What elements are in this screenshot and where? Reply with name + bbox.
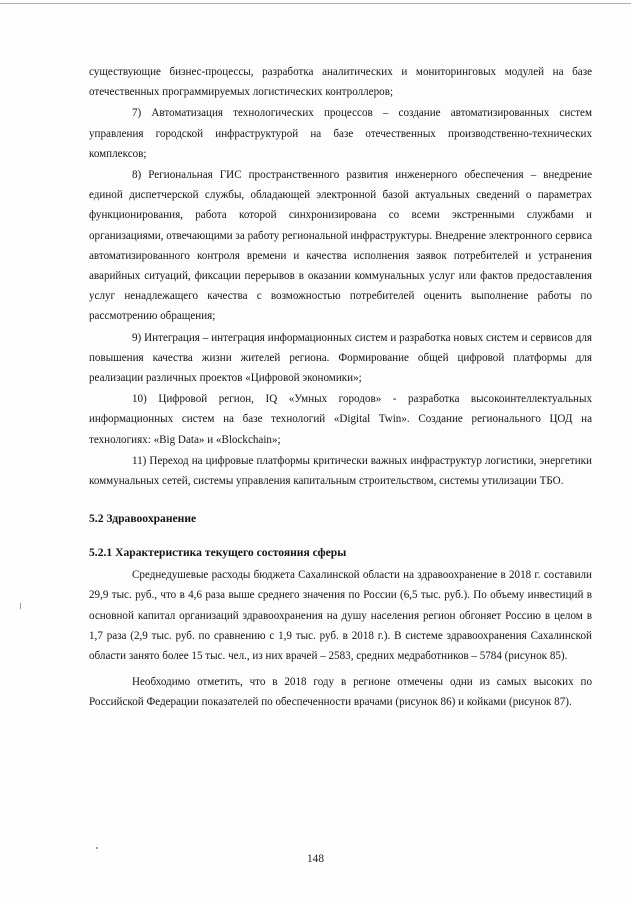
subsection-heading: 5.2.1 Характеристика текущего состояния сферы [89, 546, 347, 560]
document-body [89, 62, 592, 713]
list-item-8: 8) Региональная ГИС пространственного развития инженерного обеспечения – внедрение единой диспетчерской службы, обладающей электронной базой актуальных сведений о параметрах функционирования, работа которой синхронизирована со всеми экстренными службами и организациями, отвечающими за работу региональной инфраструктуры. Внедрение электронного сервиса автоматизированного контроля времени и качества исполнения заявок потребителей и устранения аварийных ситуаций, фиксации перерывов в оказании коммунальных услуг или фактов предоставления услуг ненадлежащего качества с возможностью потребителей оценить выполнение работы по рассмотрению обращения; [89, 169, 592, 323]
body-paragraph-1: Среднедушевые расходы бюджета Сахалинской области на здравоохранение в 2018 г. составили 29,9 тыс. руб., что в 4,6 раза выше среднего значения по России (6,5 тыс. руб.). По объему инвестиций в основной капитал организаций здравоохранения на душу населения регион обгоняет Россию в целом в 1,7 раза (2,9 тыс. руб. по сравнению с 1,9 тыс. руб. в 2018 г.). В системе здравоохранения Сахалинской области занято более 15 тыс. чел., из них врачей – 2583, средних медработников – 5784 (рисунок 85). [89, 569, 592, 663]
body-paragraph-2: Необходимо отметить, что в 2018 году в регионе отмечены одни из самых высоких по Российской Федерации показателей по обеспеченности врачами (рисунок 86) и койками (рисунок 87). [89, 676, 592, 709]
list-item-9: 9) Интеграция – интеграция информационных систем и разработка новых систем и сервисов для повышения качества жизни жителей региона. Формирование общей цифровой платформы для реализации различных проектов «Цифровой экономики»; [89, 331, 592, 385]
page-number: 148 [307, 853, 324, 865]
list-item-10: 10) Цифровой регион, IQ «Умных городов» - разработка высокоинтеллектуальных информационных систем на базе технологий «Digital Twin». Создание регионального ЦОД на технологиях: «Big Data» и «Blockchain»; [89, 393, 592, 446]
continuation-paragraph: существующие бизнес-процессы, разработка аналитических и мониторинговых модулей на базе отечественных программируемых логистических контроллеров; [89, 66, 592, 99]
list-item-7: 7) Автоматизация технологических процессов – создание автоматизированных систем управления городской инфраструктурой на базе отечественных производственно-технических комплексов; [89, 107, 592, 160]
list-item-11: 11) Переход на цифровые платформы критически важных инфраструктур логистики, энергетики коммунальных сетей, системы управления капитальным строительством, системы утилизации ТБО. [89, 454, 592, 488]
scan-speck [96, 847, 98, 849]
scan-speck [20, 603, 21, 609]
scan-top-edge [0, 3, 631, 4]
section-heading: 5.2 Здравоохранение [89, 512, 197, 526]
